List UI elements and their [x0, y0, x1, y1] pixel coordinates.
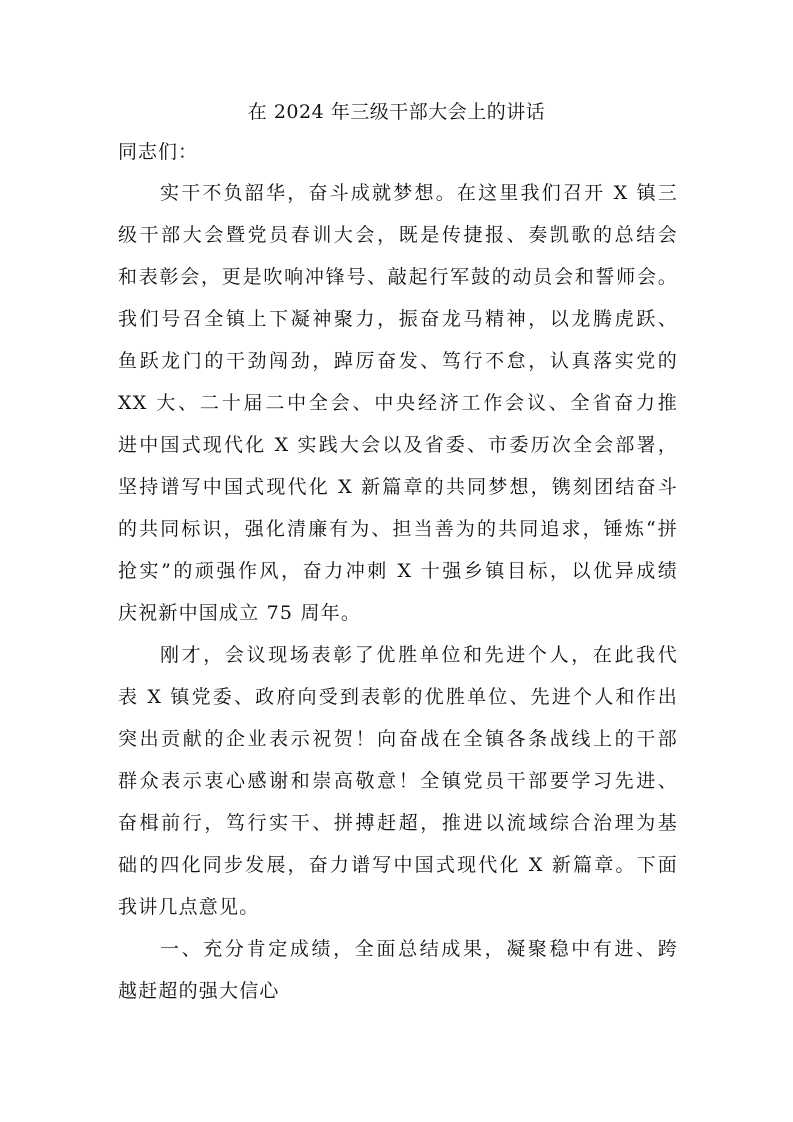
paragraph-line: 进中国式现代化 X 实践大会以及省委、市委历次全会部署， [118, 434, 678, 456]
paragraph-line: XX 大、二十届二中全会、中央经济工作会议、全省奋力推 [118, 392, 678, 414]
paragraph-line: 突出贡献的企业表示祝贺！向奋战在全镇各条战线上的干部 [118, 728, 678, 750]
paragraph-line: 级干部大会暨党员春训大会，既是传捷报、奏凯歌的总结会 [118, 224, 678, 246]
heading-line: 越赶超的强大信心 [118, 980, 280, 1002]
paragraph-line: 奋楫前行，笃行实干、拼搏赶超，推进以流域综合治理为基 [118, 812, 678, 834]
paragraph-line: 庆祝新中国成立 75 周年。 [118, 602, 362, 624]
paragraph-line: 和表彰会，更是吹响冲锋号、敲起行军鼓的动员会和誓师会。 [118, 266, 678, 288]
salutation: 同志们： [118, 141, 199, 163]
paragraph-line: 坚持谱写中国式现代化 X 新篇章的共同梦想，镌刻团结奋斗 [118, 476, 678, 498]
paragraph-line: 刚才，会议现场表彰了优胜单位和先进个人，在此我代 [160, 644, 678, 666]
paragraph-line: 抢实”的顽强作风，奋力冲刺 X 十强乡镇目标，以优异成绩 [118, 560, 678, 582]
paragraph-line: 鱼跃龙门的干劲闯劲，踔厉奋发、笃行不怠，认真落实党的 [118, 350, 678, 372]
document-title: 在 2024 年三级干部大会上的讲话 [247, 101, 546, 123]
heading-line: 一、充分肯定成绩，全面总结成果，凝聚稳中有进、跨 [160, 938, 678, 960]
paragraph-line: 我们号召全镇上下凝神聚力，振奋龙马精神，以龙腾虎跃、 [118, 308, 678, 330]
paragraph-line: 我讲几点意见。 [118, 896, 260, 918]
paragraph-line: 表 X 镇党委、政府向受到表彰的优胜单位、先进个人和作出 [118, 686, 678, 708]
paragraph-line: 实干不负韶华，奋斗成就梦想。在这里我们召开 X 镇三 [160, 182, 678, 204]
paragraph-line: 础的四化同步发展，奋力谱写中国式现代化 X 新篇章。下面 [118, 854, 678, 876]
paragraph-line: 的共同标识，强化清廉有为、担当善为的共同追求，锤炼“拼 [118, 518, 678, 540]
paragraph-line: 群众表示衷心感谢和崇高敬意！全镇党员干部要学习先进、 [118, 770, 678, 792]
